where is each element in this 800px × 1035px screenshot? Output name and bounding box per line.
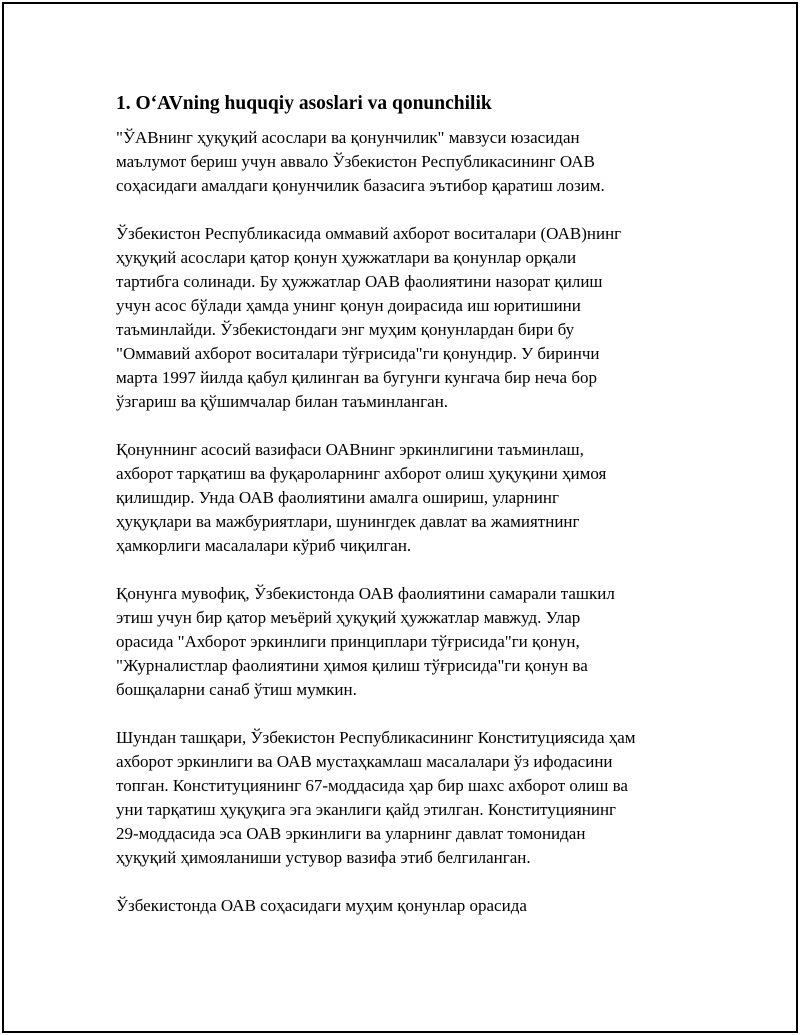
paragraph-law-purpose — [116, 438, 706, 558]
text-line: тартибга солинади. Бу ҳужжатлар ОАВ фаолиятини назорат қилиш — [116, 272, 603, 291]
section-heading: 1. O‘AVning huquqiy asoslari va qonunchilik — [116, 93, 492, 114]
text-line: "Журналистлар фаолиятини ҳимоя қилиш тўғрисида"ги қонун ва — [116, 656, 588, 675]
text-line: Ўзбекистон Республикасида оммавий ахборот воситалари (ОАВ)нинг — [116, 224, 622, 243]
text-line: 29-моддасида эса ОАВ эркинлиги ва уларнинг давлат томонидан — [116, 824, 586, 843]
text-line: уни тарқатиш ҳуқуқига эга эканлиги қайд этилган. Конституциянинг — [116, 800, 617, 819]
text-line: "Оммавий ахборот воситалари тўғрисида"ги қонундир. У биринчи — [116, 344, 600, 363]
paragraph-constitution — [116, 726, 706, 870]
document-body — [116, 92, 706, 942]
text-line: таъминлайди. Ўзбекистондаги энг муҳим қонунлардан бири бу — [116, 320, 575, 339]
text-line: ахборот тарқатиш ва фуқароларнинг ахборот олиш ҳуқуқини ҳимоя — [116, 464, 607, 483]
text-line: соҳасидаги амалдаги қонунчилик базасига эътибор қаратиш лозим. — [116, 176, 605, 195]
text-line: ўзгариш ва қўшимчалар билан таъминланган. — [116, 392, 449, 411]
text-line: маълумот бериш учун аввало Ўзбекистон Республикасининг ОАВ — [116, 152, 595, 171]
text-line: ҳуқуқий асослари қатор қонун ҳужжатлари ва қонунлар орқали — [116, 248, 577, 267]
text-line: бошқаларни санаб ўтиш мумкин. — [116, 680, 357, 699]
text-line: орасида "Ахборот эркинлиги принциплари тўғрисида"ги қонун, — [116, 632, 580, 651]
paragraph-regulatory-acts — [116, 582, 706, 702]
text-line: ҳуқуқий ҳимояланиши устувор вазифа этиб белгиланган. — [116, 848, 531, 867]
text-line: ҳамкорлиги масалалари кўриб чиқилган. — [116, 536, 412, 555]
text-line: Шундан ташқари, Ўзбекистон Республикасининг Конституциясида ҳам — [116, 728, 636, 747]
text-line: Қонунга мувофиқ, Ўзбекистонда ОАВ фаолиятини самарали ташкил — [116, 584, 615, 603]
text-line: Ўзбекистонда ОАВ соҳасидаги муҳим қонунлар орасида — [116, 896, 527, 915]
text-line: марта 1997 йилда қабул қилинган ва бугунги кунгача бир неча бор — [116, 368, 597, 387]
paragraph-closing — [116, 894, 706, 918]
paragraph-intro — [116, 126, 706, 198]
text-line: қилишдир. Унда ОАВ фаолиятини амалга ошириш, уларнинг — [116, 488, 559, 507]
text-line: учун асос бўлади ҳамда унинг қонун доирасида иш юритишини — [116, 296, 581, 315]
text-line: ахборот эркинлиги ва ОАВ мустаҳкамлаш масалалари ўз ифодасини — [116, 752, 613, 771]
paragraph-legal-basis — [116, 222, 706, 414]
text-line: "ЎАВнинг ҳуқуқий асослари ва қонунчилик" мавзуси юзасидан — [116, 128, 580, 147]
text-line: Қонуннинг асосий вазифаси ОАВнинг эркинлигини таъминлаш, — [116, 440, 584, 459]
text-line: топган. Конституциянинг 67-моддасида ҳар бир шахс ахборот олиш ва — [116, 776, 628, 795]
text-line: этиш учун бир қатор меъёрий ҳуқуқий ҳужжатлар мавжуд. Улар — [116, 608, 581, 627]
text-line: ҳуқуқлари ва мажбуриятлари, шунингдек давлат ва жамиятнинг — [116, 512, 580, 531]
